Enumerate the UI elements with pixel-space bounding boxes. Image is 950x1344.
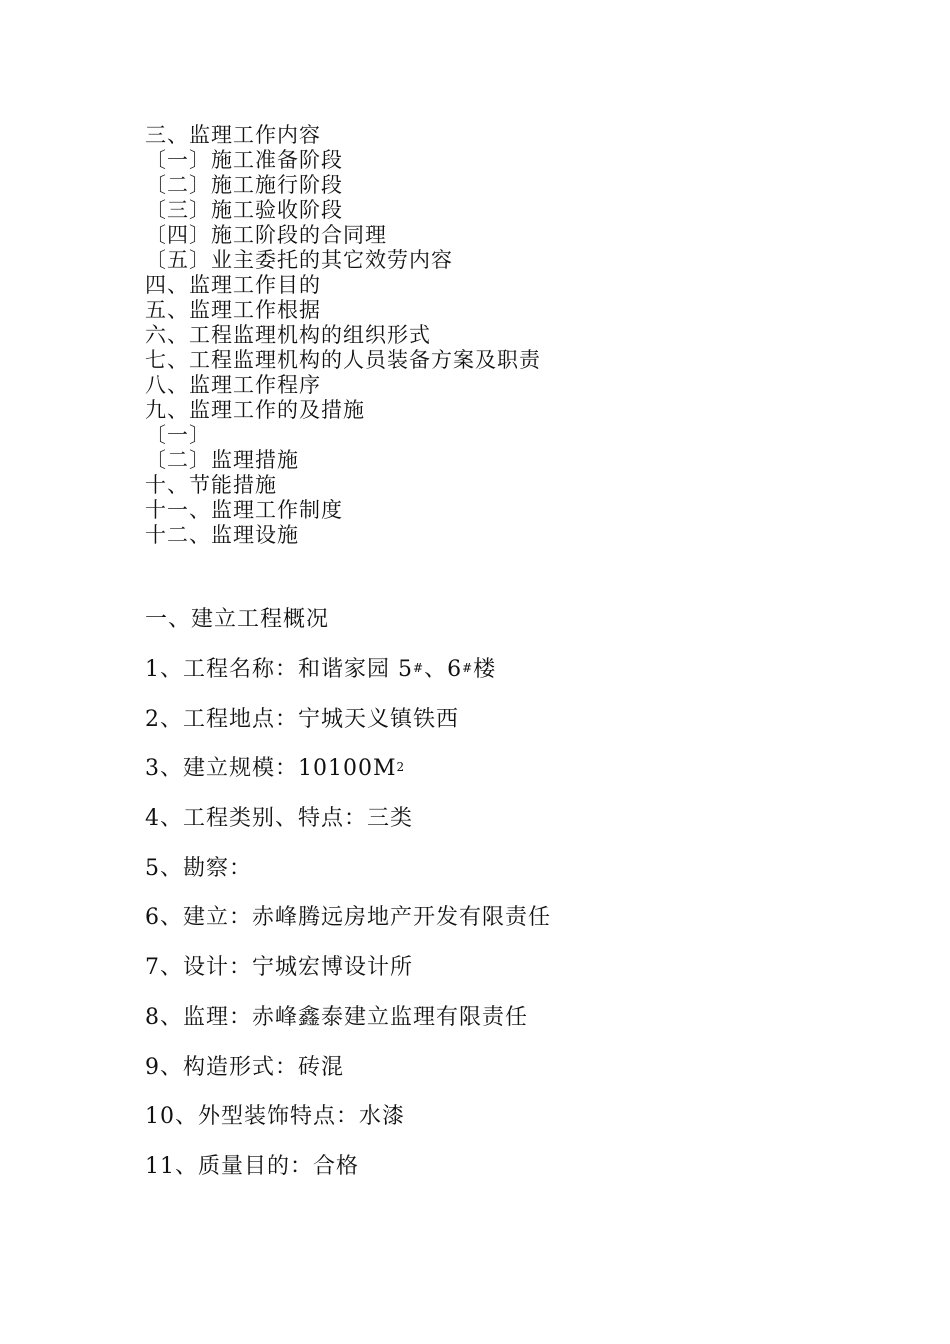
building-suffix: 楼 xyxy=(473,657,497,682)
toc-item: 〔一〕 xyxy=(145,423,211,447)
toc-item: 十一、监理工作制度 xyxy=(145,498,343,522)
toc-item: 七、工程监理机构的人员装备方案及职责 xyxy=(145,348,541,372)
overview-item-survey xyxy=(145,854,845,884)
toc-item: 八、监理工作程序 xyxy=(145,373,321,397)
overview-value: 砖混 xyxy=(298,1054,345,1080)
toc-item: 六、工程监理机构的组织形式 xyxy=(145,323,431,347)
overview-item-location xyxy=(145,705,845,735)
overview-value: 赤峰腾远房地产开发有限责任 xyxy=(252,905,552,931)
toc-item: 四、监理工作目的 xyxy=(145,273,321,297)
superscript-unit: 2 xyxy=(396,760,406,775)
project-overview-list xyxy=(145,655,845,1202)
section-heading: 一、建立工程概况 xyxy=(145,607,330,632)
overview-label: 5、勘察： xyxy=(145,855,252,881)
overview-label: 1、工程名称： xyxy=(145,657,298,682)
number-sign: # xyxy=(413,661,425,675)
overview-value: 宁城宏博设计所 xyxy=(252,955,414,981)
overview-item-category xyxy=(145,804,845,834)
toc-item: 〔五〕业主委托的其它效劳内容 xyxy=(145,248,453,272)
overview-item-facade xyxy=(145,1102,845,1132)
overview-value: 赤峰鑫泰建立监理有限责任 xyxy=(252,1004,529,1030)
overview-value: 合格 xyxy=(313,1153,360,1179)
building-number: 5 xyxy=(398,657,414,682)
overview-item-quality xyxy=(145,1152,845,1182)
overview-value: 三类 xyxy=(367,806,414,832)
toc-item: 五、监理工作根据 xyxy=(145,298,321,322)
toc-item: 九、监理工作的及措施 xyxy=(145,398,365,422)
toc-item: 〔二〕施工施行阶段 xyxy=(145,173,343,197)
toc-item: 〔二〕监理措施 xyxy=(145,448,299,472)
overview-label: 10、外型装饰特点： xyxy=(145,1104,359,1130)
overview-value: 和谐家园 xyxy=(298,657,391,682)
toc-item: 十二、监理设施 xyxy=(145,523,299,547)
overview-label: 6、建立： xyxy=(145,905,252,931)
table-of-contents xyxy=(145,123,845,548)
toc-item: 〔四〕施工阶段的合同理 xyxy=(145,223,387,247)
toc-item: 十、节能措施 xyxy=(145,473,277,497)
overview-item-project-name xyxy=(145,655,845,685)
overview-label: 4、工程类别、特点： xyxy=(145,806,367,832)
toc-item: 三、监理工作内容 xyxy=(145,123,321,147)
overview-item-designer xyxy=(145,953,845,983)
overview-item-developer xyxy=(145,903,845,933)
overview-value: 水漆 xyxy=(359,1104,406,1130)
overview-label: 3、建立规模： xyxy=(145,756,298,782)
overview-item-supervisor xyxy=(145,1003,845,1033)
overview-label: 9、构造形式： xyxy=(145,1054,298,1080)
toc-item: 〔三〕施工验收阶段 xyxy=(145,198,343,222)
overview-item-structure xyxy=(145,1053,845,1083)
overview-label: 2、工程地点： xyxy=(145,706,298,732)
separator: 、 xyxy=(424,657,448,682)
overview-value: 宁城天义镇铁西 xyxy=(298,706,460,732)
toc-item: 〔一〕施工准备阶段 xyxy=(145,148,343,172)
overview-item-scale xyxy=(145,754,845,784)
overview-label: 11、质量目的： xyxy=(145,1153,313,1179)
overview-label: 8、监理： xyxy=(145,1004,252,1030)
number-sign: # xyxy=(462,661,474,675)
overview-value: 10100M xyxy=(298,756,397,782)
building-number: 6 xyxy=(447,657,463,682)
overview-label: 7、设计： xyxy=(145,955,252,981)
